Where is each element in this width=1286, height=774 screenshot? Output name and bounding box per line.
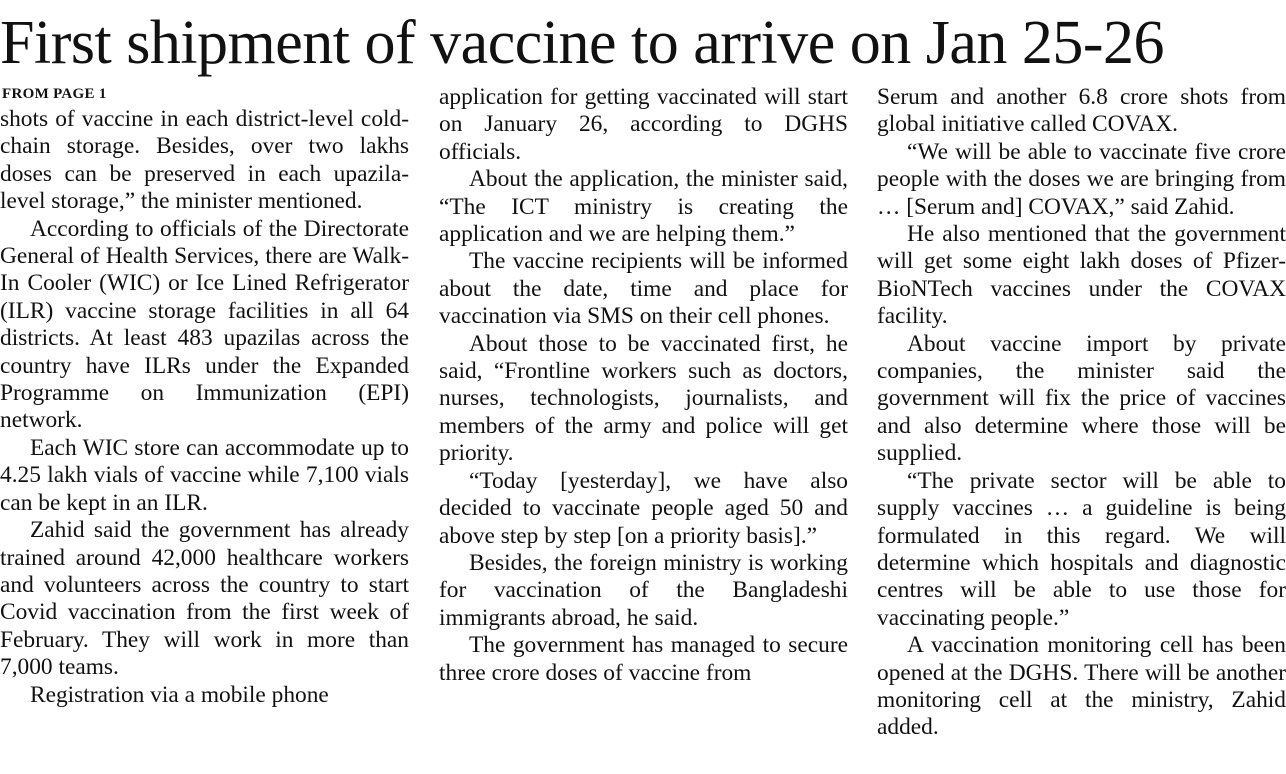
article-paragraph: Besides, the foreign ministry is working for vaccination of the Bangladeshi immigrants abroad, he said.: [439, 549, 848, 631]
article-paragraph: Serum and another 6.8 crore shots from global initiative called COVAX.: [877, 84, 1286, 138]
article-paragraph: About those to be vaccinated first, he said, “Frontline workers such as doctors, nurses, technologists, journalists, and members of the army and police will get priority.: [439, 330, 848, 467]
article-column-2: [439, 84, 848, 774]
article-paragraph: “Today [yesterday], we have also decided to vaccinate people aged 50 and above step by step [on a priority basis].”: [439, 467, 848, 549]
article-paragraph: application for getting vaccinated will start on January 26, according to DGHS officials.: [439, 84, 848, 165]
article-paragraph: He also mentioned that the government will get some eight lakh doses of Pfizer-BioNTech vaccines under the COVAX facility.: [877, 221, 1286, 330]
article-column-3: [877, 84, 1286, 774]
article-paragraph: The government has managed to secure three crore doses of vaccine from: [439, 632, 848, 686]
continuation-kicker: FROM PAGE 1: [2, 86, 107, 102]
article-paragraph: “We will be able to vaccinate five crore people with the doses we are bringing from … [Serum and] COVAX,” said Zahid.: [877, 138, 1286, 220]
article-paragraph: About vaccine import by private companies, the minister said the government will fix the price of vaccines and also determine where those will be supplied.: [877, 330, 1286, 467]
article-paragraph: Each WIC store can accommodate up to 4.25 lakh vials of vaccine while 7,100 vials can be kept in an ILR.: [0, 434, 409, 516]
article-paragraph: Zahid said the government has already trained around 42,000 healthcare workers and volunteers across the country to start Covid vaccination from the first week of February. They will work in more than 7,000 teams.: [0, 517, 409, 681]
article-column-1: [0, 106, 409, 774]
article-paragraph: shots of vaccine in each district-level cold-chain storage. Besides, over two lakhs doses can be preserved in each upazila-level storage,” the minister mentioned.: [0, 106, 409, 215]
article-headline: First shipment of vaccine to arrive on Jan 25-26: [0, 9, 1165, 77]
article-paragraph: A vaccination monitoring cell has been opened at the DGHS. There will be another monitoring cell at the ministry, Zahid added.: [877, 632, 1286, 741]
article-paragraph: Registration via a mobile phone: [30, 681, 329, 708]
article-paragraph: According to officials of the Directorate General of Health Services, there are Walk-In Cooler (WIC) or Ice Lined Refrigerator (ILR) vaccine storage facilities in all 64 districts. At least 483 upazilas across the country have ILRs under the Expanded Programme on Immunization (EPI) network.: [0, 215, 409, 434]
article-paragraph: “The private sector will be able to supply vaccines … a guideline is being formulated in this regard. We will determine which hospitals and diagnostic centres will be able to use those for vaccinating people.”: [877, 467, 1286, 631]
article-paragraph: About the application, the minister said, “The ICT ministry is creating the application and we are helping them.”: [439, 166, 848, 248]
article-paragraph: The vaccine recipients will be informed about the date, time and place for vaccination via SMS on their cell phones.: [439, 248, 848, 330]
